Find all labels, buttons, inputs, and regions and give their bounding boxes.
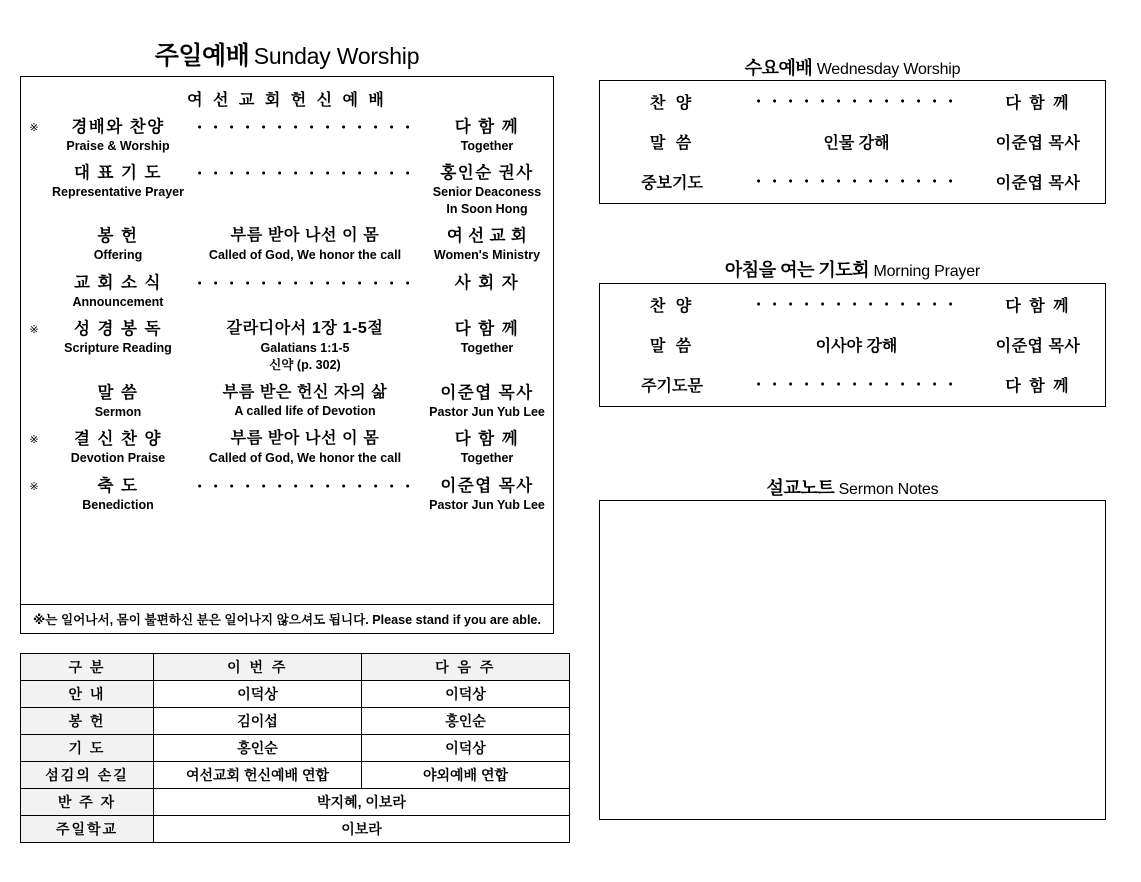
dotted-leader-line <box>757 91 957 111</box>
sermon-notes-area[interactable] <box>599 500 1106 820</box>
order-item-detail-korean: 부름 받은 헌신 자의 삶 <box>222 383 388 401</box>
service-item-detail <box>744 284 969 324</box>
table-row <box>21 681 570 708</box>
morning-prayer-panel <box>599 283 1106 407</box>
wednesday-worship-title-english: Wednesday Worship <box>816 61 961 78</box>
table-row <box>21 735 570 762</box>
duty-header-this-week: 이 번 주 <box>154 654 362 681</box>
stand-marker-icon: ※ <box>29 122 39 134</box>
morning-prayer-order-table <box>600 284 1107 404</box>
sunday-worship-title <box>20 36 554 72</box>
order-item-detail-english: Called of God, We honor the call <box>208 451 402 466</box>
service-order-row <box>600 364 1107 404</box>
table-row <box>21 789 570 816</box>
duty-row-label: 안 내 <box>21 681 154 708</box>
duty-table-body <box>21 681 570 843</box>
sunday-worship-subheading: 여 선 교 회 헌 신 예 배 <box>187 92 387 109</box>
order-item-name-english: Announcement <box>72 294 164 309</box>
dotted-leader-line <box>198 163 413 183</box>
order-item-name-english: Sermon <box>94 404 142 419</box>
service-item-detail: 이사야 강해 <box>815 337 898 355</box>
dotted-leader-line <box>198 273 413 293</box>
service-order-row <box>600 121 1107 161</box>
order-of-service-row <box>21 424 553 471</box>
order-item-name-english: Benediction <box>82 498 154 512</box>
table-row <box>21 816 570 843</box>
wednesday-order-table <box>600 81 1107 201</box>
order-item-leader-korean: 다 함 께 <box>454 118 520 136</box>
order-item-leader-korean: 홍인순 권사 <box>440 164 534 183</box>
duty-row-next-week: 이덕상 <box>362 735 570 762</box>
order-item-leader <box>421 476 553 513</box>
duty-row-value-merged: 박지혜, 이보라 <box>154 789 570 816</box>
morning-prayer-title-korean: 아침을 여는 기도회 <box>724 260 870 280</box>
order-item-leader-korean: 여 선 교 회 <box>446 226 528 245</box>
service-item-leader: 이준엽 목사 <box>995 337 1081 355</box>
duty-row-next-week: 홍인순 <box>362 708 570 735</box>
order-item-name-korean: 교 회 소 식 <box>73 273 162 292</box>
sunday-worship-panel <box>20 76 554 634</box>
service-item-leader: 이준엽 목사 <box>995 174 1081 192</box>
order-item-detail-korean: 부름 받아 나선 이 몸 <box>230 226 380 244</box>
order-item-detail <box>189 226 421 264</box>
service-item-detail <box>744 364 969 404</box>
order-item-name-korean: 말 씀 <box>97 383 139 402</box>
sermon-notes-title-english: Sermon Notes <box>838 481 939 498</box>
dotted-leader <box>189 117 421 137</box>
sermon-notes-title-korean: 설교노트 <box>766 478 835 498</box>
order-item-name <box>47 117 189 154</box>
order-item-detail <box>189 163 421 183</box>
order-item-leader-english: Women's Ministry <box>433 248 541 263</box>
morning-prayer-order-body <box>600 284 1107 404</box>
order-item-name-english: Praise & Worship <box>66 139 170 154</box>
stand-marker-icon: ※ <box>29 480 39 493</box>
order-item-detail-korean: 부름 받아 나선 이 몸 <box>230 430 380 448</box>
order-item-leader-english-name: In Soon Hong <box>446 201 528 216</box>
duty-row-this-week: 여선교회 헌신예배 연합 <box>154 762 362 789</box>
order-item-detail-english: Galatians 1:1-5 <box>260 340 350 355</box>
order-item-leader <box>421 226 553 263</box>
dotted-leader <box>189 476 421 496</box>
dotted-leader-line <box>757 374 957 394</box>
sunday-order-of-service-list <box>21 112 553 517</box>
duty-row-value-merged: 이보라 <box>154 816 570 843</box>
dotted-leader-line <box>757 294 957 314</box>
dotted-leader <box>189 273 421 293</box>
service-order-row <box>600 81 1107 121</box>
table-row <box>21 708 570 735</box>
duty-row-label: 섬김의 손길 <box>21 762 154 789</box>
order-item-name-english: Representative Prayer <box>51 185 185 200</box>
dotted-leader-line <box>198 476 413 496</box>
dotted-leader <box>189 163 421 183</box>
duty-row-label: 반 주 자 <box>21 789 154 816</box>
order-item-name <box>47 226 189 263</box>
duty-header-category: 구 분 <box>21 654 154 681</box>
standing-footnote: ※는 일어나서, 몸이 불편하신 분은 일어나지 않으셔도 됩니다. Please stand if you are able. <box>21 604 553 633</box>
order-item-leader-english: Pastor Jun Yub Lee <box>429 404 545 419</box>
wednesday-worship-title-korean: 수요예배 <box>744 58 813 78</box>
duty-header-next-week: 다 음 주 <box>362 654 570 681</box>
order-item-name-english: Scripture Reading <box>64 341 172 356</box>
dotted-leader <box>744 91 969 111</box>
duty-row-next-week: 이덕상 <box>362 681 570 708</box>
service-order-row <box>600 324 1107 364</box>
order-item-leader <box>421 163 553 217</box>
order-item-detail <box>189 429 421 467</box>
order-item-detail <box>189 383 421 421</box>
service-item-leader: 이준엽 목사 <box>995 134 1081 152</box>
order-item-name <box>47 476 189 513</box>
order-item-detail-reference: 신약 (p. 302) <box>269 357 341 372</box>
order-item-leader-korean: 이준엽 목사 <box>440 383 534 402</box>
table-row <box>21 762 570 789</box>
order-item-leader-english: Together <box>460 341 514 356</box>
table-header-row <box>21 654 570 681</box>
order-item-name <box>47 319 189 356</box>
order-item-name <box>47 429 189 466</box>
duty-row-label: 주일학교 <box>21 816 154 843</box>
order-item-detail <box>189 476 421 496</box>
order-item-leader-korean: 사 회 자 <box>454 273 520 292</box>
order-item-leader-english: Together <box>460 451 514 466</box>
sunday-worship-title-korean: 주일예배 <box>154 42 250 70</box>
service-item-detail: 인물 강해 <box>823 134 890 152</box>
duty-row-label: 기 도 <box>21 735 154 762</box>
order-item-name-korean: 성 경 봉 독 <box>73 320 162 338</box>
order-of-service-row <box>21 378 553 425</box>
order-item-name-english: Devotion Praise <box>70 451 166 466</box>
order-item-leader <box>421 383 553 420</box>
order-of-service-row <box>21 221 553 268</box>
dotted-leader <box>744 171 969 191</box>
wednesday-worship-title <box>599 54 1106 80</box>
order-item-detail-english: Called of God, We honor the call <box>208 247 402 262</box>
order-item-leader-korean: 다 함 께 <box>454 430 520 449</box>
dotted-leader-line <box>757 171 957 191</box>
order-item-leader-korean: 다 함 께 <box>454 320 520 338</box>
order-item-leader <box>421 273 553 294</box>
morning-prayer-title <box>599 256 1106 282</box>
wednesday-worship-panel <box>599 80 1106 204</box>
order-item-name <box>47 163 189 200</box>
service-item-detail <box>744 81 969 121</box>
dotted-leader <box>744 294 969 314</box>
order-item-name-korean: 결 신 찬 양 <box>73 430 162 449</box>
service-order-row <box>600 284 1107 324</box>
order-item-name-korean: 봉 헌 <box>97 226 139 245</box>
service-item-name: 주기도문 <box>641 377 703 395</box>
order-item-leader <box>421 319 553 356</box>
duty-row-this-week: 김이섭 <box>154 708 362 735</box>
order-item-leader-english: Senior Deaconess <box>432 185 542 200</box>
duty-roster-table <box>20 653 570 843</box>
order-item-leader <box>421 429 553 466</box>
order-of-service-row <box>21 112 553 158</box>
morning-prayer-title-english: Morning Prayer <box>873 263 981 280</box>
order-item-detail <box>189 319 421 374</box>
order-of-service-row <box>21 471 553 517</box>
service-item-leader: 다 함 께 <box>1005 377 1071 395</box>
service-item-name: 중보기도 <box>641 174 703 192</box>
duty-row-label: 봉 헌 <box>21 708 154 735</box>
order-of-service-row <box>21 268 553 314</box>
order-of-service-row <box>21 314 553 378</box>
order-item-name <box>47 383 189 420</box>
service-item-name: 말 씀 <box>649 337 695 355</box>
order-item-detail <box>189 117 421 137</box>
order-item-name <box>47 273 189 310</box>
service-item-leader: 다 함 께 <box>1005 94 1071 112</box>
service-item-name: 찬 양 <box>649 297 695 315</box>
order-item-leader-korean: 이준엽 목사 <box>440 476 534 495</box>
dotted-leader <box>744 374 969 394</box>
order-item-name-korean: 경배와 찬양 <box>71 118 165 136</box>
duty-row-this-week: 홍인순 <box>154 735 362 762</box>
duty-table-header <box>21 654 570 681</box>
order-item-name-korean: 대 표 기 도 <box>73 164 162 183</box>
order-item-detail-korean: 갈라디아서 1장 1-5절 <box>226 320 384 337</box>
order-item-leader-english: Together <box>460 139 514 154</box>
order-item-name-korean: 축 도 <box>97 476 139 495</box>
order-of-service-row <box>21 158 553 221</box>
order-item-detail-english: A called life of Devotion <box>234 404 376 419</box>
service-order-row <box>600 161 1107 201</box>
wednesday-order-body <box>600 81 1107 201</box>
sermon-notes-title <box>599 474 1106 500</box>
sunday-worship-title-english: Sunday Worship <box>253 43 420 69</box>
duty-row-next-week: 야외예배 연합 <box>362 762 570 789</box>
service-item-name: 말 씀 <box>649 134 695 152</box>
duty-row-this-week: 이덕상 <box>154 681 362 708</box>
order-item-detail <box>189 273 421 293</box>
service-item-name: 찬 양 <box>649 94 695 112</box>
stand-marker-icon: ※ <box>29 434 39 447</box>
dotted-leader-line <box>198 117 413 137</box>
order-item-name-english: Offering <box>93 248 143 263</box>
stand-marker-icon: ※ <box>29 324 39 336</box>
order-item-leader <box>421 117 553 154</box>
service-item-detail <box>744 161 969 201</box>
service-item-leader: 다 함 께 <box>1005 297 1071 315</box>
order-item-leader-english: Pastor Jun Yub Lee <box>429 498 545 512</box>
